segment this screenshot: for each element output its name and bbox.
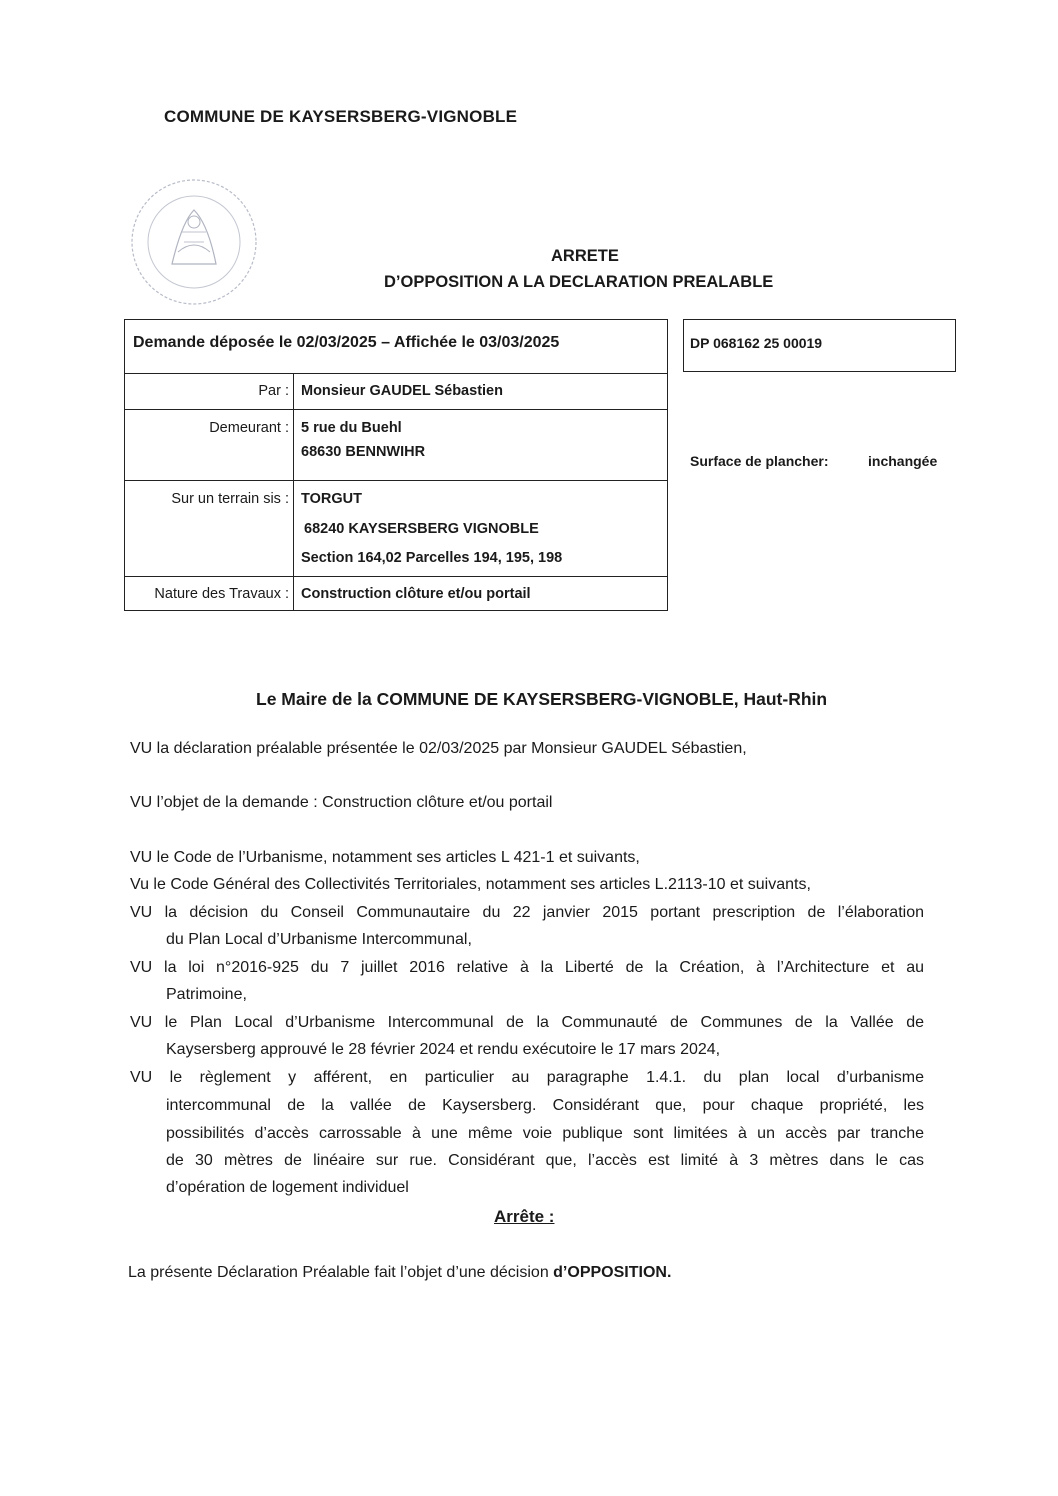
land-parcels: Section 164,02 Parcelles 194, 195, 198 [301, 550, 563, 566]
deposit-date: Demande déposée le 02/03/2025 – Affichée le 03/03/2025 [133, 334, 560, 351]
vu-reglement-line3: possibilités d’accès carrossable à une même voie publique sont limitées à un accès par tranche [166, 1125, 924, 1142]
commune-name: COMMUNE DE KAYSERSBERG-VIGNOBLE [164, 107, 518, 126]
land-locality: TORGUT [301, 491, 362, 507]
vu-plu-line1: VU le Plan Local d’Urbanisme Intercommunal de la Communauté de Communes de la Vallée de [130, 1014, 924, 1031]
vu-objet: VU l’objet de la demande : Construction clôture et/ou portail [130, 794, 553, 811]
applicant-name: Monsieur GAUDEL Sébastien [301, 383, 503, 399]
vu-reglement-line2: intercommunal de la vallée de Kaysersberg. Considérant que, pour chaque propriété, les [166, 1097, 924, 1114]
residing-label: Demeurant : [209, 420, 289, 436]
vu-conseil-line2: du Plan Local d’Urbanisme Intercommunal, [166, 931, 472, 948]
opposition-decision: d’OPPOSITION. [553, 1264, 672, 1281]
vu-loi-line2: Patrimoine, [166, 986, 247, 1003]
vu-conseil-line1: VU la décision du Conseil Communautaire du 22 janvier 2015 portant prescription de l’élaboration [130, 904, 924, 921]
vu-code-collectivites: Vu le Code Général des Collectivités Territoriales, notamment ses articles L.2113-10 et suivants, [130, 876, 811, 893]
by-label: Par : [258, 383, 289, 399]
vu-reglement-line5: d’opération de logement individuel [166, 1179, 409, 1196]
works-value: Construction clôture et/ou portail [301, 586, 531, 602]
municipal-seal-stamp [112, 172, 272, 312]
vu-loi-line1: VU la loi n°2016-925 du 7 juillet 2016 relative à la Liberté de la Création, à l’Architecture et au [130, 959, 924, 976]
land-label: Sur un terrain sis : [171, 491, 289, 507]
mayor-heading: Le Maire de la COMMUNE DE KAYSERSBERG-VIGNOBLE, Haut-Rhin [256, 689, 828, 709]
dp-number-box [683, 319, 956, 372]
vu-code-urbanisme: VU le Code de l’Urbanisme, notamment ses articles L 421-1 et suivants, [130, 849, 640, 866]
conclusion-text: La présente Déclaration Préalable fait l’objet d’une décision [128, 1264, 554, 1281]
residing-city: 68630 BENNWIHR [301, 444, 426, 460]
request-details-table [124, 319, 668, 611]
title-opposition: D’OPPOSITION A LA DECLARATION PREALABLE [384, 273, 774, 291]
title-arrete: ARRETE [551, 247, 619, 265]
surface-value: inchangée [868, 453, 938, 469]
surface-label: Surface de plancher: [690, 453, 829, 469]
dp-number: DP 068162 25 00019 [690, 335, 823, 351]
land-city: 68240 KAYSERSBERG VIGNOBLE [304, 521, 539, 537]
conclusion [128, 1264, 671, 1282]
vu-declaration: VU la déclaration préalable présentée le 02/03/2025 par Monsieur GAUDEL Sébastien, [130, 740, 747, 757]
works-label: Nature des Travaux : [154, 586, 289, 602]
vu-plu-line2: Kaysersberg approuvé le 28 février 2024 et rendu exécutoire le 17 mars 2024, [166, 1041, 721, 1058]
vu-reglement-line1: VU le règlement y afférent, en particulier au paragraphe 1.4.1. du plan local d’urbanisme [130, 1069, 924, 1086]
arrete-heading: Arrête : [494, 1207, 555, 1226]
vu-reglement-line4: de 30 mètres de linéaire sur rue. Considérant que, l’accès est limité à 3 mètres dans le cas [166, 1152, 924, 1169]
residing-street: 5 rue du Buehl [301, 420, 402, 436]
